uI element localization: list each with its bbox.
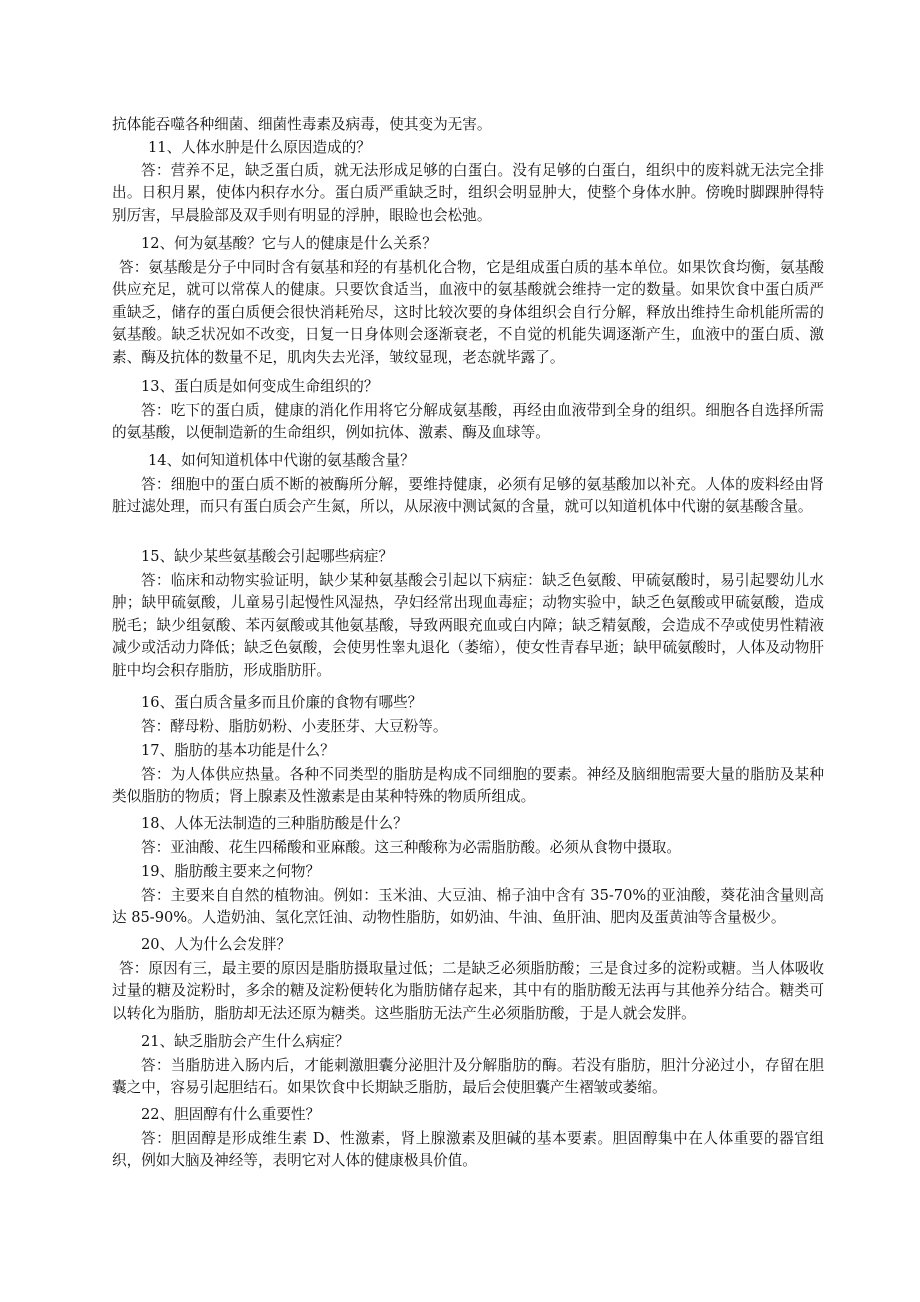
- question-17: 17、脂肪的基本功能是什么？: [141, 742, 335, 759]
- answer-21: 答：当脂肪进入肠内后，才能刺激胆囊分泌胆汁及分解脂肪的酶。若没有脂肪，胆汁分泌过小，存留在胆囊之中，容易引起胆结石。如果饮食中长期缺乏脂肪，最后会使胆囊产生褶皱或萎缩。: [112, 1057, 824, 1097]
- answer-11: 答：营养不足，缺乏蛋白质，就无法形成足够的白蛋白。没有足够的白蛋白，组织中的废料就无法完全排出。日积月累，使体内积存水分。蛋白质严重缺乏时，组织会明显肿大，使整个身体水肿。傍晚时脚踝肿得特别厉害，早晨脸部及双手则有明显的浮肿，眼睑也会松弛。: [112, 162, 824, 224]
- question-22: 22、胆固醇有什么重要性？: [141, 1106, 321, 1123]
- answer-19: 答：主要来自自然的植物油。例如：玉米油、大豆油、棉子油中含有 35-70%的亚油酸，葵花油含量则高达 85-90%。人造奶油、氢化烹饪油、动物性脂肪，如奶油、牛油、鱼肝油、肥肉及蛋黄油等含量极少。: [112, 887, 824, 927]
- question-21: 21、缺乏脂肪会产生什么病症？: [141, 1033, 350, 1050]
- answer-12: 答：氨基酸是分子中同时含有氨基和羟的有基机化合物，它是组成蛋白质的基本单位。如果饮食均衡，氨基酸供应充足，就可以常葆人的健康。只要饮食适当，血液中的氨基酸就会维持一定的数量。如果饮食中蛋白质严重缺乏，储存的蛋白质便会很快消耗殆尽，这时比较次要的身体组织会自行分解，释放出维持生命机能所需的氨基酸。缺乏状况如不改变，日复一日身体则会逐渐衰老，不自觉的机能失调逐渐产生，血液中的蛋白质、激素、酶及抗体的数量不足，肌肉失去光泽，皱纹显现，老态就毕露了。: [112, 259, 824, 366]
- question-15: 15、缺少某些氨基酸会引起哪些病症？: [141, 548, 394, 565]
- answer-14: 答：细胞中的蛋白质不断的被酶所分解，要维持健康，必须有足够的氨基酸加以补充。人体的废料经由肾脏过滤处理，而只有蛋白质会产生氮，所以，从尿液中测试氮的含量，就可以知道机体中代谢的氨基酸含量。: [112, 476, 824, 516]
- question-19: 19、脂肪酸主要来之何物？: [141, 863, 321, 880]
- question-11: 11、人体水肿是什么原因造成的？: [148, 139, 371, 156]
- answer-20: 答：原因有三，最主要的原因是脂肪摄取量过低；二是缺乏必须脂肪酸；三是食过多的淀粉或糖。当人体吸收过量的糖及淀粉时，多余的糖及淀粉便转化为脂肪储存起来，其中有的脂肪酸无法再与其他养分结合。糖类可以转化为脂肪，脂肪却无法还原为糖类。这些脂肪无法产生必须脂肪酸，于是人就会发胖。: [112, 960, 824, 1022]
- question-20: 20、人为什么会发胖？: [141, 936, 291, 953]
- answer-16: 答：酵母粉、脂肪奶粉、小麦胚芽、大豆粉等。: [141, 718, 448, 735]
- question-16: 16、蛋白质含量多而且价廉的食物有哪些？: [141, 694, 423, 711]
- answer-15: 答：临床和动物实验证明，缺少某种氨基酸会引起以下病症：缺乏色氨酸、甲硫氨酸时，易引起婴幼儿水肿；缺甲硫氨酸，儿童易引起慢性风湿热，孕妇经常出现血毒症；动物实验中，缺乏色氨酸或甲硫氨酸，造成脱毛；缺少组氨酸、苯丙氨酸或其他氨基酸，导致两眼充血或白内障；缺乏精氨酸，会造成不孕或使男性精液减少或活动力降低；缺乏色氨酸，会使男性睾丸退化（萎缩），使女性青春早逝；缺甲硫氨酸时，人体及动物肝脏中均会积存脂肪，形成脂肪肝。: [112, 572, 824, 679]
- question-14: 14、如何知道机体中代谢的氨基酸含量？: [148, 452, 415, 469]
- question-13: 13、蛋白质是如何变成生命组织的？: [141, 378, 379, 395]
- paragraph-intro: 抗体能吞噬各种细菌、细菌性毒素及病毒，使其变为无害。: [112, 116, 492, 133]
- question-12: 12、何为氨基酸？它与人的健康是什么关系？: [141, 235, 437, 252]
- answer-17: 答：为人体供应热量。各种不同类型的脂肪是构成不同细胞的要素。神经及脑细胞需要大量的脂肪及某种类似脂肪的物质；肾上腺素及性激素是由某种特殊的物质所组成。: [112, 766, 824, 806]
- answer-18: 答：亚油酸、花生四稀酸和亚麻酸。这三种酸称为必需脂肪酸。必须从食物中摄取。: [141, 839, 681, 856]
- answer-13: 答：吃下的蛋白质，健康的消化作用将它分解成氨基酸，再经由血液带到全身的组织。细胞各自选择所需的氨基酸，以便制造新的生命组织，例如抗体、激素、酶及血球等。: [112, 402, 824, 442]
- answer-22: 答：胆固醇是形成维生素 D、性激素，肾上腺激素及胆碱的基本要素。胆固醇集中在人体重要的器官组织，例如大脑及神经等，表明它对人体的健康极具价值。: [112, 1130, 824, 1170]
- question-18: 18、人体无法制造的三种脂肪酸是什么？: [141, 815, 408, 832]
